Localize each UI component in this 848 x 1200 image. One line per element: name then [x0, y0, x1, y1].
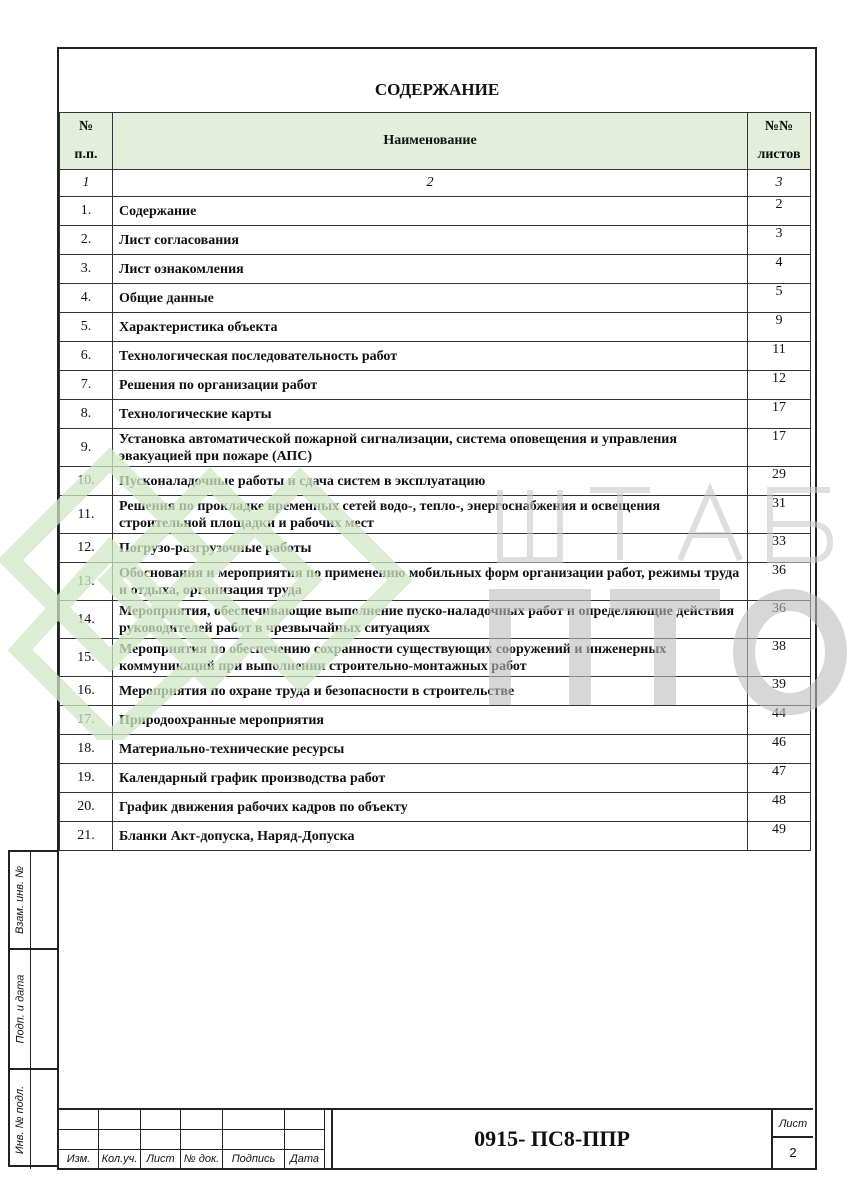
stamp-original-inv [10, 1070, 58, 1169]
row-number: 9. [60, 429, 113, 467]
row-number: 18. [60, 735, 113, 764]
table-row [60, 197, 811, 226]
stamp-signature-date [10, 950, 58, 1070]
row-sheet: 31 [748, 496, 811, 534]
title-block-label: Кол.уч. [99, 1150, 141, 1168]
header-sheets [748, 113, 811, 170]
row-number: 14. [60, 601, 113, 639]
row-number: 17. [60, 706, 113, 735]
row-title: Мероприятия по охране труда и безопасности в строительстве [113, 677, 748, 706]
title-block-label: Лист [141, 1150, 181, 1168]
row-number: 3. [60, 255, 113, 284]
row-number: 4. [60, 284, 113, 313]
row-title: Календарный график производства работ [113, 764, 748, 793]
revision-cell [99, 1110, 141, 1130]
row-title: Пусконаладочные работы и сдача систем в эксплуатацию [113, 467, 748, 496]
revision-cell [141, 1130, 181, 1150]
row-title: Решения по прокладке временных сетей водо-, тепло-, энергоснабжения и освещения строительной площадки и рабочих мест [113, 496, 748, 534]
row-sheet: 17 [748, 429, 811, 467]
row-title: Природоохранные мероприятия [113, 706, 748, 735]
row-sheet: 48 [748, 793, 811, 822]
revision-cell [99, 1130, 141, 1150]
table-row [60, 467, 811, 496]
header-sheets-line1: №№ [764, 119, 794, 134]
revision-cell [181, 1110, 223, 1130]
revision-cell [59, 1110, 99, 1130]
revision-cell [141, 1110, 181, 1130]
document-code: 0915- ПС8-ППР [331, 1110, 773, 1168]
row-sheet: 29 [748, 467, 811, 496]
stamp-label: Подп. и дата [14, 974, 26, 1044]
row-title: Решения по организации работ [113, 371, 748, 400]
row-title: Мероприятия, обеспечивающие выполнение пуско-наладочных работ и определяющие действия руководителей работ в чрезвычайных ситуациях [113, 601, 748, 639]
row-sheet: 44 [748, 706, 811, 735]
table-row [60, 429, 811, 467]
row-number: 19. [60, 764, 113, 793]
sheet-label: Лист [773, 1110, 813, 1138]
col-number: 2 [113, 170, 748, 197]
table-row [60, 706, 811, 735]
table-row [60, 371, 811, 400]
row-sheet: 17 [748, 400, 811, 429]
stamp-label: Взам. инв. № [14, 865, 27, 935]
row-sheet: 39 [748, 677, 811, 706]
table-row [60, 342, 811, 371]
row-title: Погрузо-разгрузочные работы [113, 534, 748, 563]
table-header [60, 113, 811, 170]
row-sheet: 12 [748, 371, 811, 400]
row-title: Характеристика объекта [113, 313, 748, 342]
row-title: Лист ознакомления [113, 255, 748, 284]
row-sheet: 33 [748, 534, 811, 563]
row-number: 6. [60, 342, 113, 371]
row-number: 11. [60, 496, 113, 534]
header-num [60, 113, 113, 170]
stamp-replacement-inv [10, 852, 58, 950]
title-block-label: Подпись [223, 1150, 285, 1168]
row-number: 1. [60, 197, 113, 226]
table-row [60, 255, 811, 284]
row-sheet: 2 [748, 197, 811, 226]
table-row [60, 226, 811, 255]
table-row [60, 764, 811, 793]
row-sheet: 38 [748, 639, 811, 677]
table-row [60, 400, 811, 429]
title-block-label: Изм. [59, 1150, 99, 1168]
row-sheet: 5 [748, 284, 811, 313]
header-sheets-line2: листов [757, 147, 801, 162]
row-title: Лист согласования [113, 226, 748, 255]
col-number: 1 [60, 170, 113, 197]
table-row [60, 601, 811, 639]
title-block [59, 1108, 813, 1168]
row-sheet: 46 [748, 735, 811, 764]
row-title: Установка автоматической пожарной сигнализации, система оповещения и управления эвакуацией при пожаре (АПС) [113, 429, 748, 467]
row-sheet: 9 [748, 313, 811, 342]
revision-cell [181, 1130, 223, 1150]
table-row [60, 639, 811, 677]
header-name: Наименование [113, 113, 748, 170]
row-number: 13. [60, 563, 113, 601]
row-number: 16. [60, 677, 113, 706]
row-sheet: 36 [748, 563, 811, 601]
header-num-line1: № [78, 119, 94, 134]
row-title: Содержание [113, 197, 748, 226]
row-number: 12. [60, 534, 113, 563]
col-number: 3 [748, 170, 811, 197]
row-number: 7. [60, 371, 113, 400]
row-title: График движения рабочих кадров по объекту [113, 793, 748, 822]
row-title: Мероприятия по обеспечению сохранности существующих сооружений и инженерных коммуникаций при выполнении строительно-монтажных работ [113, 639, 748, 677]
revision-cell [285, 1110, 325, 1130]
row-title: Обоснования и мероприятия по применению мобильных форм организации работ, режимы труда и отдыха, организация труда [113, 563, 748, 601]
row-sheet: 36 [748, 601, 811, 639]
column-numbers-row [60, 170, 811, 197]
revision-cell [285, 1130, 325, 1150]
row-title: Бланки Акт-допуска, Наряд-Допуска [113, 822, 748, 851]
row-title: Технологические карты [113, 400, 748, 429]
row-title: Технологическая последовательность работ [113, 342, 748, 371]
row-number: 8. [60, 400, 113, 429]
table-row [60, 313, 811, 342]
header-num-line2: п.п. [74, 147, 98, 162]
table-row [60, 822, 811, 851]
title-block-label: № док. [181, 1150, 223, 1168]
contents-table [59, 112, 811, 851]
sheet-number: 2 [789, 1145, 797, 1160]
row-sheet: 3 [748, 226, 811, 255]
table-row [60, 563, 811, 601]
table-row [60, 735, 811, 764]
revision-cell [223, 1110, 285, 1130]
title-block-label: Дата [285, 1150, 325, 1168]
table-row [60, 677, 811, 706]
row-number: 15. [60, 639, 113, 677]
row-title: Материально-технические ресурсы [113, 735, 748, 764]
table-row [60, 284, 811, 313]
table-row [60, 534, 811, 563]
row-sheet: 49 [748, 822, 811, 851]
stamp-label: Инв. № подл. [14, 1085, 27, 1154]
row-number: 2. [60, 226, 113, 255]
row-number: 5. [60, 313, 113, 342]
table-row [60, 793, 811, 822]
row-sheet: 4 [748, 255, 811, 284]
table-row [60, 496, 811, 534]
revision-cell [59, 1130, 99, 1150]
row-number: 10. [60, 467, 113, 496]
revision-cell [223, 1130, 285, 1150]
row-number: 20. [60, 793, 113, 822]
page-title: СОДЕРЖАНИЕ [374, 80, 500, 99]
row-sheet: 11 [748, 342, 811, 371]
row-sheet: 47 [748, 764, 811, 793]
row-number: 21. [60, 822, 113, 851]
side-stamp [8, 850, 58, 1167]
row-title: Общие данные [113, 284, 748, 313]
